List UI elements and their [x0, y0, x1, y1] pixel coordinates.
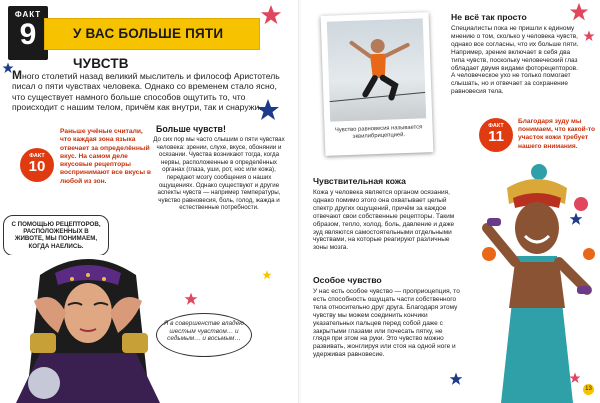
receptors-speech-bubble: С ПОМОЩЬЮ РЕЦЕПТОРОВ, РАСПОЛОЖЕННЫХ В ЖИВОТЕ, МЫ ПОНИМАЕМ, КОГДА НАЕЛИСЬ.	[3, 215, 109, 256]
drop-letter: М	[12, 68, 22, 82]
fact-10-label: ФАКТ	[29, 153, 45, 159]
fortune-teller-photo	[0, 255, 178, 403]
star-icon	[569, 372, 581, 384]
more-senses-text: До сих пор мы часто слышим о пяти чувствах человека: зрении, слухе, вкусе, обонянии и осязании. Чувства возникают тогда, когда нервы, расположенные в определённых органах (глаза, уши, рот, нос или кожа), передают мозгу сообщения о наших ощущениях. Однако существуют и другие аспекты чувств — например температуры, чувство равновесия, боль, голод, жажда и естественные потребности.	[153, 136, 285, 212]
fact-9-number: 9	[19, 18, 37, 51]
page-title: У ВАС БОЛЬШЕ ПЯТИ ЧУВСТВ	[73, 26, 224, 71]
not-simple-text: Специалисты пока не пришли к единому мнению о том, сколько у человека чувств, однако все согласны, что их больше пяти. Например, зрение включает в себя два типа чувств, поскольку человеческий глаз обладает двумя видами фоторецепторов. А человеческое ухо не только помогает слышать, но и отвечает за сохранение равновесия тела.	[451, 25, 579, 96]
juggler-photo	[467, 158, 600, 403]
fact-9-label: ФАКТ	[14, 10, 42, 19]
more-senses-title: Больше чувств!	[156, 124, 226, 134]
sixth-sense-speech-bubble: Я в совершенстве владею шестым чувством… и седьмым… и восьмым…	[156, 313, 252, 357]
intro-text: ного столетий назад великий мыслитель и философ Аристотель писал о пяти чувствах человека. Однако со временем стало ясно, что существует намного больше способов ощутить то, что происходит с нашим телом, причём как внутри, так и снаружи.	[12, 71, 280, 112]
balance-photo-polaroid	[321, 12, 434, 156]
fact-9-box	[8, 6, 48, 60]
star-icon	[449, 372, 463, 386]
special-sense-text: У нас есть особое чувство — проприоцепция, то есть способность ощущать части собственного тела относительно друг друга. Благодаря этому чувству мы можем соединить кончики указательных пальцев перед собой даже с закрытыми глазами или почесать пятку, не глядя при этом на руки. Это чувство можно развивать, жонглируя или стоя на одной ноге и удерживая равновесие.	[313, 288, 460, 359]
star-icon	[583, 30, 595, 42]
fact-11-badge	[479, 118, 513, 152]
page-number: 13	[583, 384, 594, 395]
fact-10-text: Раньше учёные считали, что каждая зона языка отвечает за определённый вкус. На самом деле вкусовые рецепторы воспринимают все вкусы в любой из зон.	[60, 128, 152, 185]
fact-11-label: ФАКТ	[488, 123, 504, 129]
balancing-man-illustration	[327, 18, 426, 121]
fact-11-number: 11	[488, 128, 504, 145]
special-sense-title: Особое чувство	[313, 275, 382, 285]
right-page	[301, 0, 600, 403]
skin-title: Чувствительная кожа	[313, 176, 406, 186]
not-simple-title: Не всё так просто	[451, 12, 527, 22]
title-banner	[44, 18, 260, 71]
star-icon	[569, 2, 589, 22]
tightrope-photo	[327, 18, 426, 121]
star-icon	[184, 292, 198, 306]
fact-10-number: 10	[28, 158, 46, 175]
photo-caption: Чувство равновесия называется эквилибрицепцией.	[334, 124, 423, 140]
star-icon	[260, 4, 282, 26]
fact-11-text: Благодаря зуду мы понимаем, что какой-то участок кожи требует нашего внимания.	[518, 118, 596, 150]
intro-paragraph	[12, 70, 280, 112]
star-icon	[262, 270, 272, 280]
skin-text: Кожа у человека является органом осязания, однако помимо этого она охватывает целый спектр других ощущений, причём за каждое отвечают свои собственные рецепторы. Таким образом, тепло, холод, боль, давление и даже зуд являются самостоятельными отдельными чувствами, на которые реагируют различные зоны мозга.	[313, 189, 455, 252]
fact-10-badge	[20, 148, 54, 182]
star-icon	[569, 212, 583, 226]
left-page	[0, 0, 299, 403]
